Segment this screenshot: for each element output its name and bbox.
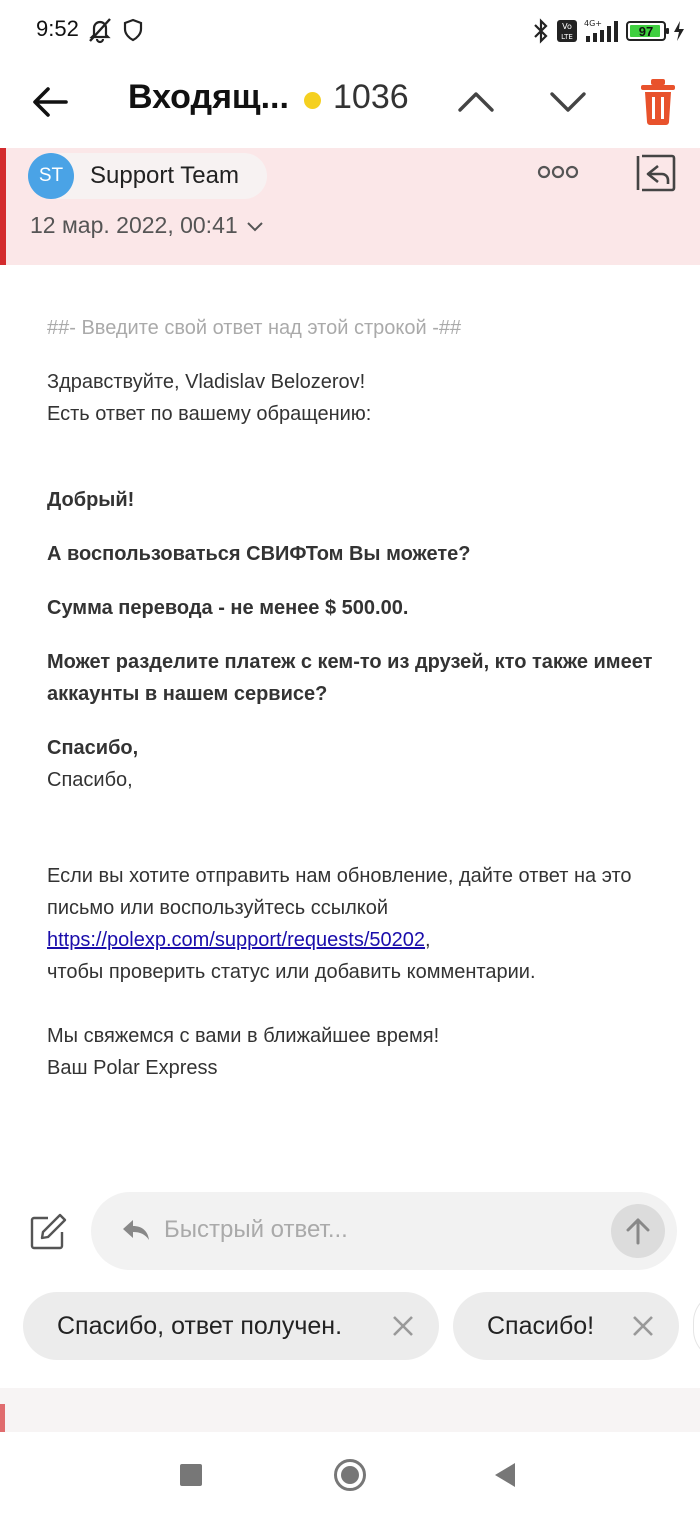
sender-chip[interactable] (28, 153, 267, 199)
suggested-reply-chip[interactable] (453, 1292, 679, 1360)
close-icon[interactable] (391, 1314, 415, 1338)
greeting: Здравствуйте, Vladislav Belozerov! (47, 371, 366, 393)
closing-text: Мы свяжемся с вами в ближайшее время! (47, 1025, 440, 1047)
mail-toolbar (0, 62, 700, 148)
chevron-down-icon (246, 221, 264, 233)
recent-apps-button[interactable] (180, 1464, 202, 1486)
paragraph-4: Может разделите платеж с кем-то из друзей, кто также имеет аккаунты в нашем сервисе? (47, 651, 653, 705)
paragraph-3: Сумма перевода - не менее $ 500.00. (47, 597, 409, 619)
reply-arrow-icon (121, 1216, 151, 1244)
suggested-reply-label: Спасибо, ответ получен. (57, 1311, 343, 1340)
suggested-reply-chip[interactable] (23, 1292, 439, 1360)
trash-icon[interactable] (636, 76, 680, 126)
intro-text: Есть ответ по вашему обращению: (47, 403, 372, 425)
signature: Ваш Polar Express (47, 1057, 218, 1079)
support-request-link[interactable]: https://polexp.com/support/requests/50202 (47, 929, 426, 951)
update-paragraph (47, 860, 667, 988)
status-bar (0, 0, 700, 62)
quick-reply-placeholder: Быстрый ответ... (164, 1216, 348, 1243)
more-options-icon[interactable] (536, 160, 580, 184)
compose-edit-icon[interactable] (28, 1212, 68, 1252)
sender-name: Support Team (90, 162, 239, 189)
quick-reply-input[interactable] (91, 1192, 677, 1270)
battery-level: 97 (638, 23, 654, 39)
next-message-preview[interactable] (0, 1388, 700, 1432)
arrow-up-icon (624, 1216, 652, 1246)
svg-text:Vo: Vo (562, 22, 572, 31)
back-arrow-icon[interactable] (28, 80, 72, 124)
home-button[interactable] (334, 1459, 366, 1491)
status-text: чтобы проверить статус или добавить комментарии. (47, 961, 536, 983)
update-text: Если вы хотите отправить нам обновление, дайте ответ на это письмо или воспользуйтесь ссылкой (47, 865, 632, 919)
status-time: 9:52 (36, 16, 79, 41)
send-button[interactable] (611, 1204, 665, 1258)
paragraph-1: Добрый! (47, 489, 135, 511)
unread-marker (0, 1404, 5, 1432)
link-suffix: , (425, 929, 431, 951)
svg-text:4G+: 4G+ (584, 19, 602, 28)
battery-icon (626, 21, 666, 41)
suggested-reply-chip-partial[interactable] (693, 1292, 700, 1360)
close-icon[interactable] (631, 1314, 655, 1338)
charging-icon (672, 20, 686, 42)
message-date[interactable] (30, 212, 264, 239)
bluetooth-icon (532, 18, 550, 44)
thanks-bold: Спасибо, (47, 737, 139, 759)
volte-icon (556, 19, 578, 43)
message-body (47, 312, 667, 1084)
message-header (0, 148, 700, 265)
status-icons (532, 16, 686, 46)
unread-count: 1036 (333, 78, 409, 116)
system-navigation-bar (0, 1432, 700, 1517)
reply-icon[interactable] (634, 152, 678, 194)
message-date-text: 12 мар. 2022, 00:41 (30, 212, 238, 238)
shield-icon (122, 18, 144, 42)
folder-title[interactable]: Входящ... (128, 78, 289, 116)
avatar: ST (28, 153, 74, 199)
muted-bell-icon (86, 16, 114, 44)
unread-dot (304, 92, 321, 109)
reply-hint-line: ##- Введите свой ответ над этой строкой -## (47, 317, 462, 339)
next-message-chevron-down-icon[interactable] (546, 80, 590, 124)
back-button[interactable] (495, 1463, 515, 1487)
previous-message-chevron-up-icon[interactable] (454, 80, 498, 124)
suggested-reply-label: Спасибо! (487, 1311, 595, 1340)
thanks: Спасибо, (47, 769, 133, 791)
signal-icon (584, 18, 620, 44)
paragraph-2: А воспользоваться СВИФТом Вы можете? (47, 543, 471, 565)
svg-text:LTE: LTE (561, 33, 573, 41)
